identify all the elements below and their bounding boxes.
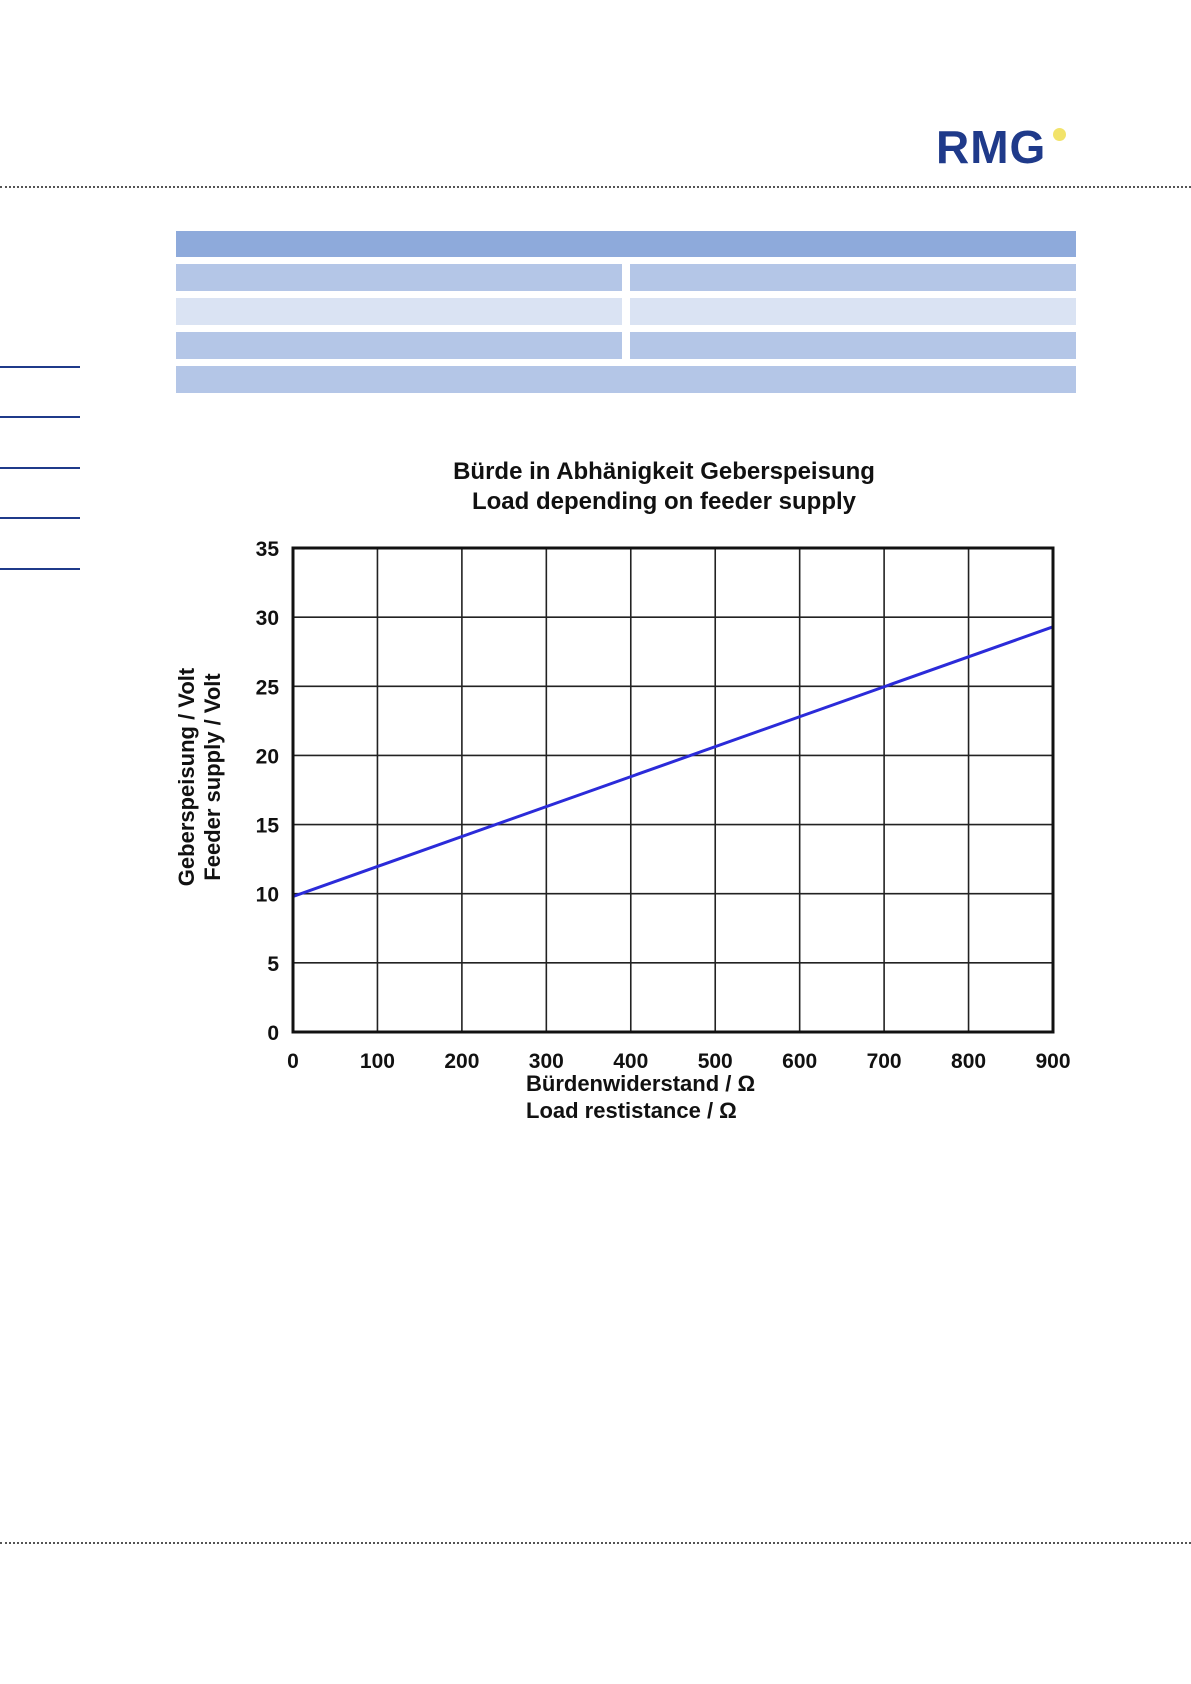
side-tab (0, 467, 80, 469)
table-footer-row (176, 366, 1076, 393)
y-tick-label: 15 (255, 814, 279, 838)
table-cell (630, 332, 1076, 359)
header-divider (0, 186, 1191, 188)
y-tick-label: 20 (255, 745, 279, 769)
x-tick-label: 800 (951, 1050, 987, 1073)
footer-divider (0, 1542, 1191, 1544)
y-tick-label: 10 (255, 883, 279, 907)
logo-text: RMG (936, 121, 1047, 173)
y-tick-label: 5 (267, 952, 279, 976)
chart-background (160, 440, 1080, 1140)
side-tab (0, 517, 80, 519)
side-tab (0, 568, 80, 570)
table-cell (176, 264, 622, 291)
x-tick-label: 100 (359, 1050, 395, 1073)
y-tick-label: 30 (255, 607, 279, 631)
x-tick-label: 600 (782, 1050, 818, 1073)
x-tick-label: 700 (866, 1050, 902, 1073)
y-tick-label: 35 (255, 538, 279, 561)
y-axis-label: Geberspeisung / Volt (174, 667, 199, 887)
table-cell (176, 332, 622, 359)
x-axis-label-english: Load restistance / Ω (526, 1098, 737, 1123)
chart-subtitle: Load depending on feeder supply (471, 488, 857, 515)
y-tick-label: 25 (255, 676, 279, 700)
x-tick-label: 900 (1035, 1050, 1071, 1073)
x-tick-label: 500 (697, 1050, 733, 1073)
x-axis-label: Bürdenwiderstand / Ω (526, 1071, 756, 1096)
side-tab (0, 366, 80, 368)
x-tick-label: 400 (613, 1050, 649, 1073)
table-cell (176, 298, 622, 325)
table-cell (630, 298, 1076, 325)
y-axis-label-english: Feeder supply / Volt (200, 673, 225, 881)
x-tick-label: 300 (528, 1050, 564, 1073)
chart-title: Bürde in Abhänigkeit Geberspeisung (453, 458, 875, 485)
logo-dot-icon (1053, 128, 1066, 141)
table-header-row (176, 231, 1076, 257)
chart (160, 440, 1080, 1140)
y-tick-label: 0 (267, 1022, 279, 1045)
x-tick-label: 0 (287, 1050, 299, 1073)
table-cell (630, 264, 1076, 291)
x-tick-label: 200 (444, 1050, 480, 1073)
side-tab (0, 416, 80, 418)
